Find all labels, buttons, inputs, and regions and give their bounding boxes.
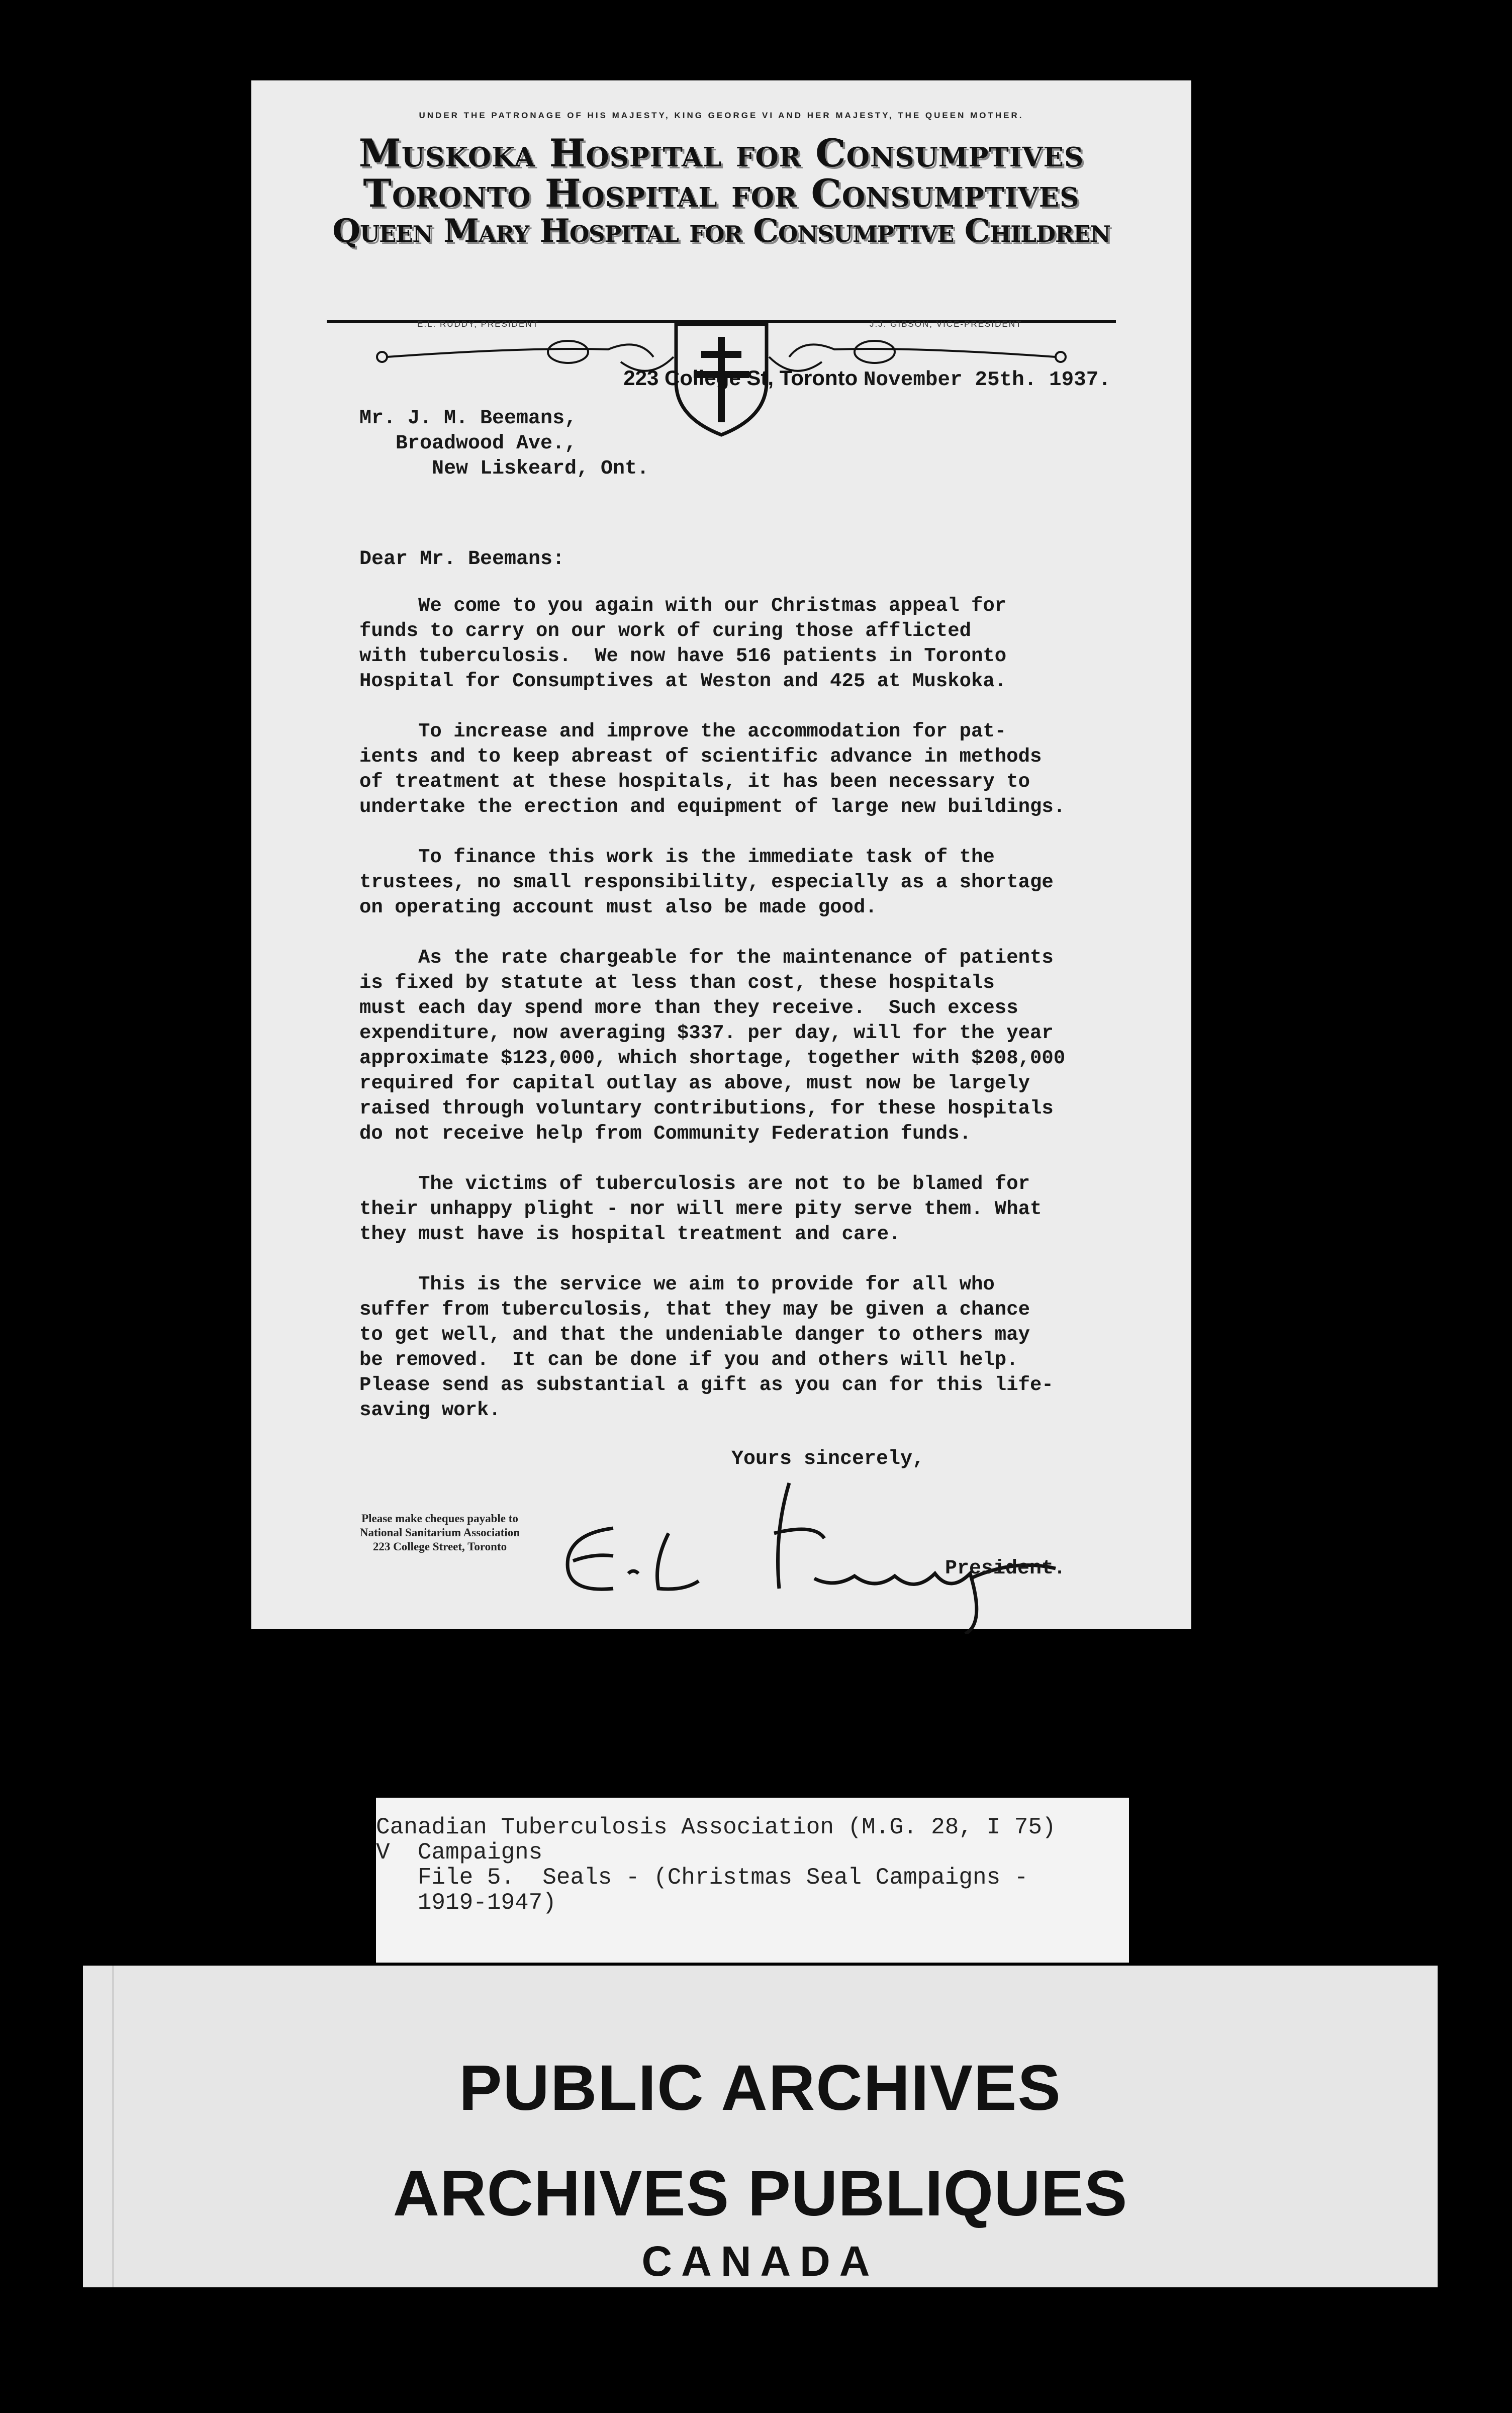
letter-body	[359, 593, 1123, 1448]
salutation: Dear Mr. Beemans:	[359, 548, 565, 571]
handwritten-signature	[553, 1473, 1106, 1634]
file-tag-line: File 5. Seals - (Christmas Seal Campaigns -	[376, 1865, 1028, 1891]
file-tag-line: 1919-1947)	[376, 1890, 556, 1916]
hospital-name-queen-mary: Queen Mary Hospital for Consumptive Children	[332, 212, 1110, 250]
archives-line-canada: CANADA	[641, 2238, 879, 2285]
paragraph: We come to you again with our Christmas appeal for funds to carry on our work of curing those afflicted with tuberculosis. We now have 516 patients in Toronto Hospital for Consumptives at Weston and 425 at Muskoka.	[359, 595, 1007, 692]
paragraph: This is the service we aim to provide for all who suffer from tuberculosis, that they may be given a chance to get well, and that the undeniable danger to others may be removed. It can be done if you and others will help. Please send as substantial a gift as you can for this life- saving work.	[359, 1273, 1054, 1421]
sender-address: 223 College St, Toronto	[623, 366, 858, 390]
archives-line-english: PUBLIC ARCHIVES	[459, 2052, 1062, 2124]
recipient-block	[359, 406, 649, 482]
recipient-street: Broadwood Ave.,	[396, 432, 577, 455]
letter-date: November 25th. 1937.	[863, 368, 1111, 392]
patronage-line: UNDER THE PATRONAGE OF HIS MAJESTY, KING GEORGE VI AND HER MAJESTY, THE QUEEN MOTHER.	[419, 111, 1024, 120]
hospital-name-toronto: Toronto Hospital for Consumptives	[363, 171, 1080, 216]
address-date-line	[623, 366, 1111, 392]
closing: Yours sincerely,	[731, 1448, 925, 1470]
paragraph: As the rate chargeable for the maintenance of patients is fixed by statute at less than cost, these hospitals must each day spend more than they receive. Such excess expenditure, now averaging $337. per day, will for the year approximate $123,000, which shortage, together with $208,000 required for capital outlay as above, must now be largely raised through voluntary contributions, for these hospitals do not receive help from Community Federation funds.	[359, 947, 1066, 1145]
recipient-name: Mr. J. M. Beemans,	[359, 407, 577, 430]
signatory-title: President.	[945, 1557, 1066, 1580]
recipient-city: New Liskeard, Ont.	[432, 457, 649, 480]
file-tag-line: Canadian Tuberculosis Association (M.G. 28, I 75)	[376, 1814, 1056, 1840]
paragraph: The victims of tuberculosis are not to be blamed for their unhappy plight - nor will mere pity serve them. What they must have is hospital treatment and care.	[359, 1173, 1042, 1245]
vice-president-credit: J.J. GIBSON, VICE-PRESIDENT	[870, 319, 1022, 329]
paragraph: To finance this work is the immediate task of the trustees, no small responsibility, especially as a shortage on operating account must also be made good.	[359, 846, 1054, 918]
hospital-name-muskoka: Muskoka Hospital for Consumptives	[358, 131, 1084, 175]
public-archives-banner	[83, 1966, 1438, 2287]
file-tag-line: V Campaigns	[376, 1839, 543, 1866]
cheque-note: Please make cheques payable to National Sanitarium Association 223 College Street, Toronto	[359, 1512, 520, 1553]
archive-file-label	[376, 1798, 1129, 1963]
letter-page	[251, 80, 1191, 1629]
paragraph: To increase and improve the accommodation for pat- ients and to keep abreast of scientific advance in methods of treatment at these hospitals, it has been necessary to undertake the erection and equipment of large new buildings.	[359, 720, 1066, 818]
president-credit: E.L. RUDDY, PRESIDENT	[417, 319, 539, 329]
archives-line-french: ARCHIVES PUBLIQUES	[393, 2158, 1128, 2230]
